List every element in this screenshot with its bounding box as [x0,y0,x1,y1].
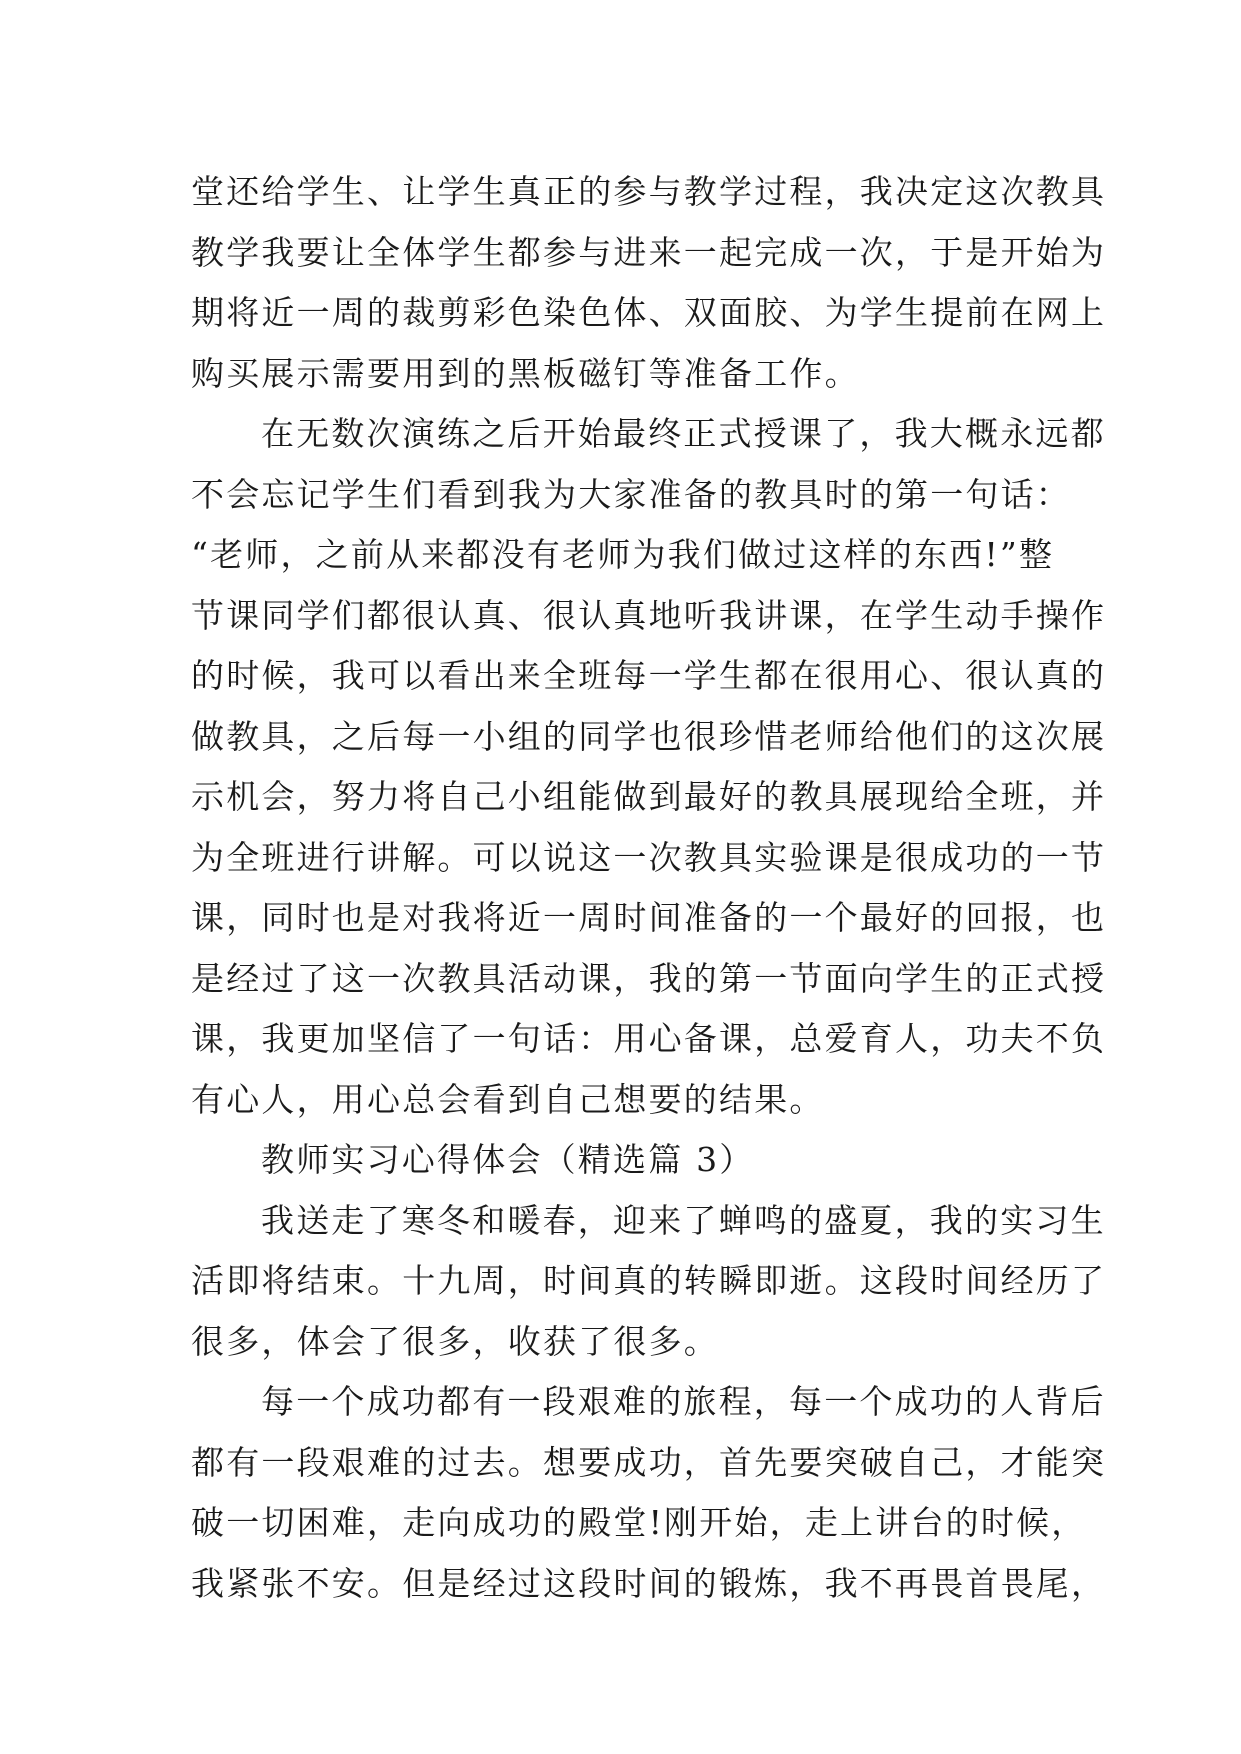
text-line: 教学我要让全体学生都参与进来一起完成一次，于是开始为 [191,232,1107,272]
text-line: 每一个成功都有一段艰难的旅程，每一个成功的人背后 [261,1382,1106,1421]
text-line: 我送走了寒冬和暖春，迎来了蝉鸣的盛夏，我的实习生 [261,1200,1106,1240]
paragraph-1 [191,162,1107,404]
text-line: 课，同时也是对我将近一周时间准备的一个最好的回报，也 [191,898,1107,937]
text-line: 有心人，用心总会看到自己想要的结果。 [191,1079,825,1119]
text-line: 示机会，努力将自己小组能做到最好的教具展现给全班，并 [191,777,1107,816]
text-line: 是经过了这一次教具活动课，我的第一节面向学生的正式授 [191,958,1107,998]
text-line: 都有一段艰难的过去。想要成功，首先要突破自己，才能突 [191,1442,1107,1482]
text-line: 在无数次演练之后开始最终正式授课了，我大概永远都 [261,414,1106,453]
text-line: 的时候，我可以看出来全班每一学生都在很用心、很认真的 [191,656,1107,695]
text-line: 节课同学们都很认真、很认真地听我讲课，在学生动手操作 [191,595,1107,635]
text-line: 课，我更加坚信了一句话：用心备课，总爱育人，功夫不负 [191,1019,1107,1058]
paragraph-3 [191,1191,1107,1373]
text-line: 不会忘记学生们看到我为大家准备的教具时的第一句话： [191,474,1071,514]
text-line: 破一切困难，走向成功的殿堂!刚开始，走上讲台的时候， [191,1503,1087,1542]
text-line: 购买展示需要用到的黑板磁钉等准备工作。 [191,353,860,393]
paragraph-2 [191,404,1107,1130]
text-line: 堂还给学生、让学生真正的参与教学过程，我决定这次教具 [191,172,1107,211]
text-line: 我紧张不安。但是经过这段时间的锻炼，我不再畏首畏尾， [191,1563,1107,1603]
document-body [191,162,1107,1614]
heading-line: 教师实习心得体会（精选篇 3） [261,1140,755,1179]
text-line: 活即将结束。十九周，时间真的转瞬即逝。这段时间经历了 [191,1261,1107,1300]
text-line: 期将近一周的裁剪彩色染色体、双面胶、为学生提前在网上 [191,293,1107,332]
text-line: 很多，体会了很多，收获了很多。 [191,1321,719,1361]
text-line: “老师，之前从来都没有老师为我们做过这样的东西!”整 [191,535,1055,574]
paragraph-4 [191,1372,1107,1614]
text-line: 为全班进行讲解。可以说这一次教具实验课是很成功的一节 [191,837,1107,877]
text-line: 做教具，之后每一小组的同学也很珍惜老师给他们的这次展 [191,716,1107,756]
section-heading [191,1130,1061,1191]
